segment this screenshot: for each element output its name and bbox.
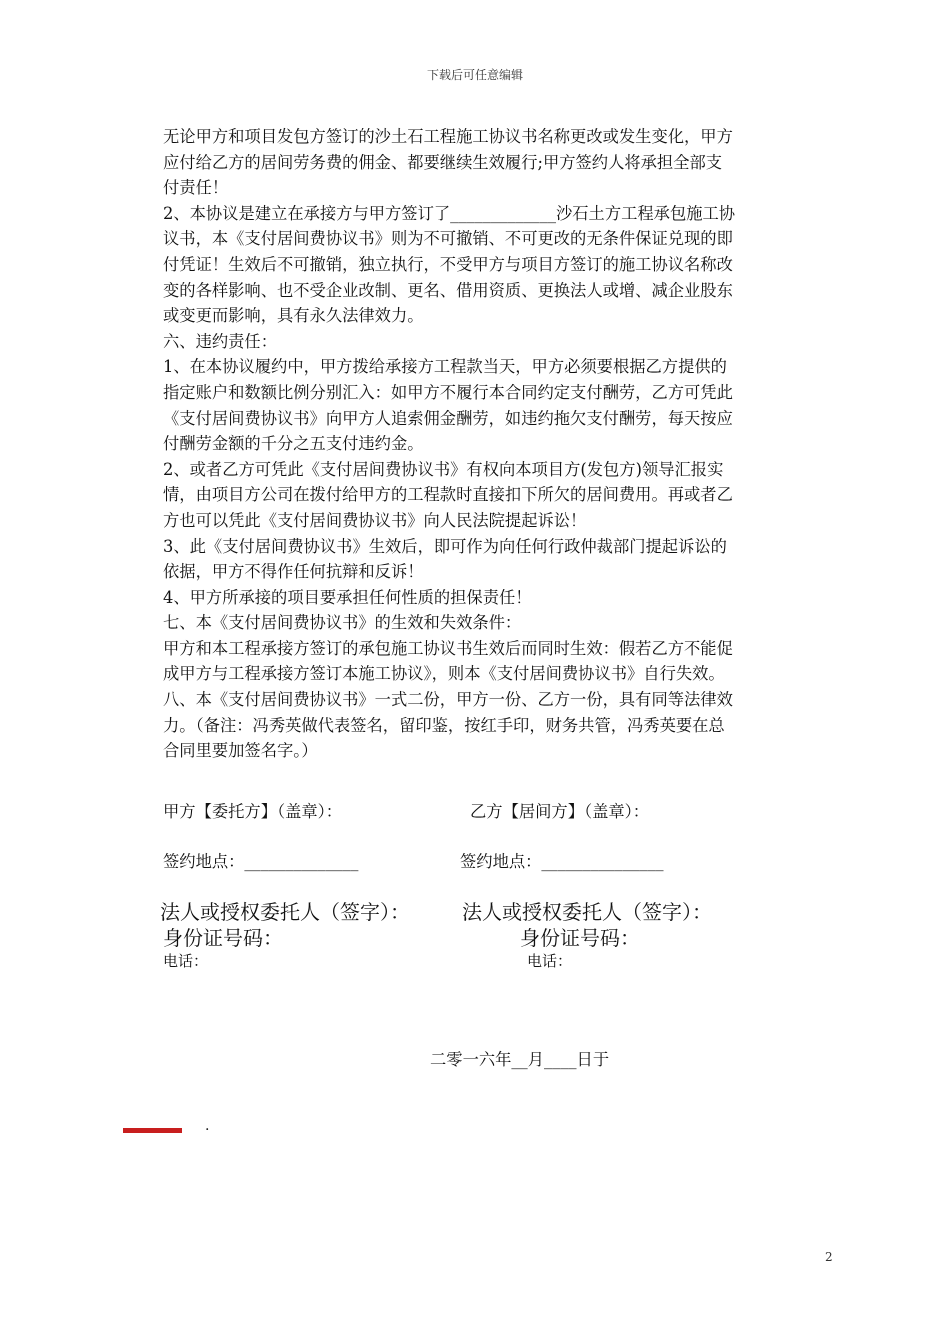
section-heading: 六、违约责任： bbox=[163, 331, 277, 351]
red-accent-bar bbox=[123, 1128, 182, 1133]
dot-mark: . bbox=[205, 1118, 210, 1134]
page-number: 2 bbox=[825, 1250, 833, 1264]
body-line: 付凭证！生效后不可撤销，独立执行，不受甲方与项目方签订的施工协议名称改 bbox=[163, 254, 733, 274]
party-a-label: 甲方【委托方】（盖章）： bbox=[163, 802, 343, 821]
agreement-body bbox=[163, 124, 839, 764]
phone-a: 电话： bbox=[163, 952, 209, 970]
signing-place-a: 签约地点：______________ bbox=[163, 852, 359, 871]
legal-rep-a: 法人或授权委托人（签字）： bbox=[160, 900, 410, 924]
body-line: 付酬劳金额的千分之五支付违约金。 bbox=[163, 434, 424, 454]
body-line: 议书，本《支付居间费协议书》则为不可撤销、不可更改的无条件保证兑现的即 bbox=[163, 229, 733, 249]
signing-place-b: 签约地点：_______________ bbox=[460, 852, 664, 871]
party-b-label: 乙方【居间方】（盖章）： bbox=[470, 802, 650, 821]
body-line: 《支付居间费协议书》向甲方人追索佣金酬劳，如违约拖欠支付酬劳，每天按应 bbox=[163, 408, 733, 428]
section-heading: 八、本《支付居间费协议书》一式二份，甲方一份、乙方一份，具有同等法律效 bbox=[163, 690, 733, 710]
id-number-b: 身份证号码： bbox=[520, 926, 640, 950]
body-line: 指定账户和数额比例分别汇入：如甲方不履行本合同约定支付酬劳，乙方可凭此 bbox=[163, 382, 733, 402]
id-number-a: 身份证号码： bbox=[163, 926, 283, 950]
body-line: 2、或者乙方可凭此《支付居间费协议书》有权向本项目方(发包方)领导汇报实 bbox=[163, 459, 724, 479]
body-line: 方也可以凭此《支付居间费协议书》向人民法院提起诉讼！ bbox=[163, 510, 587, 530]
body-line: 4、甲方所承接的项目要承担任何性质的担保责任！ bbox=[163, 587, 532, 607]
body-line: 力。（备注：冯秀英做代表签名，留印鉴，按红手印，财务共管，冯秀英要在总 bbox=[163, 715, 725, 735]
body-line: 应付给乙方的居间劳务费的佣金、都要继续生效履行;甲方签约人将承担全部支 bbox=[163, 152, 723, 172]
section-heading: 七、本《支付居间费协议书》的生效和失效条件： bbox=[163, 613, 522, 633]
body-line: 1、在本协议履约中，甲方拨给承接方工程款当天，甲方必须要根据乙方提供的 bbox=[163, 357, 727, 377]
body-line: 情，由项目方公司在拨付给甲方的工程款时直接扣下所欠的居间费用。再或者乙 bbox=[163, 485, 733, 505]
body-line: 付责任！ bbox=[163, 178, 229, 198]
body-line: 2、本协议是建立在承接方与甲方签订了_____________沙石土方工程承包施工协 bbox=[163, 203, 736, 223]
phone-b: 电话： bbox=[527, 952, 573, 970]
body-line: 成甲方与工程承接方签订本施工协议》，则本《支付居间费协议书》自行失效。 bbox=[163, 664, 725, 684]
body-line: 依据，甲方不得作任何抗辩和反诉！ bbox=[163, 562, 424, 582]
page-header: 下载后可任意编辑 bbox=[426, 68, 523, 82]
body-line: 无论甲方和项目发包方签订的沙土石工程施工协议书名称更改或发生变化，甲方 bbox=[163, 127, 733, 146]
body-line: 变的各样影响、也不受企业改制、更名、借用资质、更换法人或增、减企业股东 bbox=[163, 280, 733, 300]
signing-date: 二零一六年__月____日于 bbox=[430, 1050, 610, 1069]
body-line: 或变更而影响，具有永久法律效力。 bbox=[163, 306, 424, 326]
body-line: 3、此《支付居间费协议书》生效后，即可作为向任何行政仲裁部门提起诉讼的 bbox=[163, 536, 727, 556]
legal-rep-b: 法人或授权委托人（签字）： bbox=[462, 900, 712, 924]
body-line: 合同里要加签名字。） bbox=[163, 741, 318, 761]
body-line: 甲方和本工程承接方签订的承包施工协议书生效后而同时生效：假若乙方不能促 bbox=[163, 638, 733, 658]
